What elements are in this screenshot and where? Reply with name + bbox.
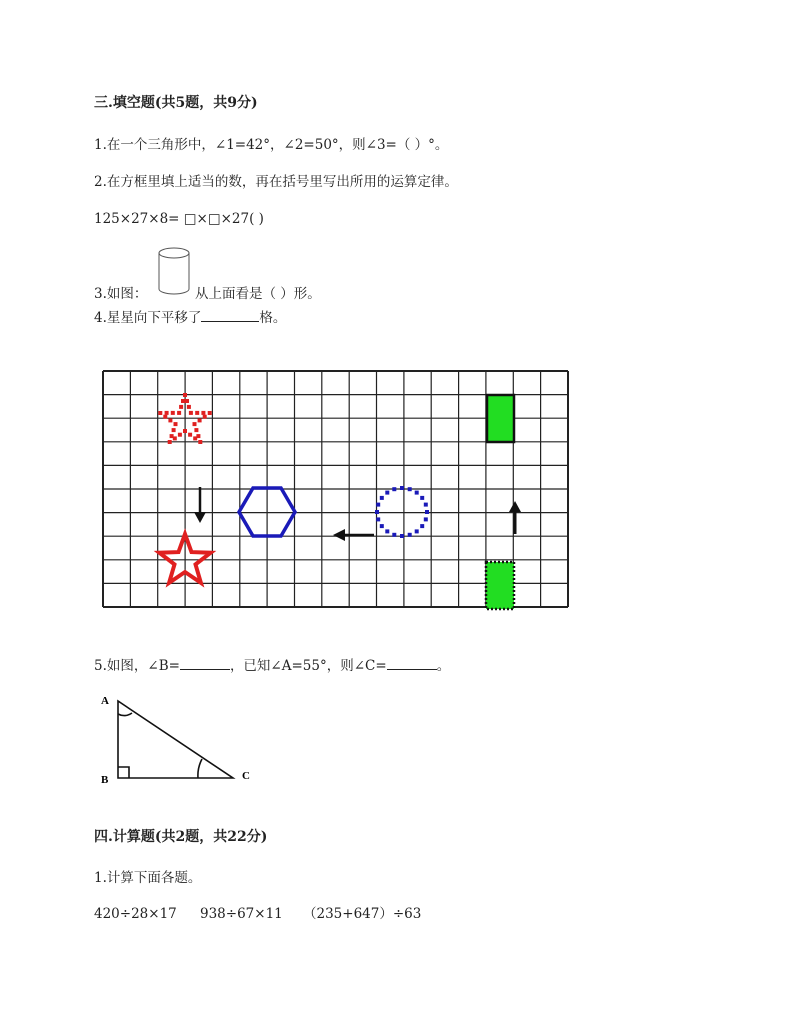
star-dot <box>185 399 189 403</box>
circle-dot <box>424 503 428 507</box>
expression-2: 938÷67×11 <box>200 906 283 922</box>
star-dot <box>178 433 182 437</box>
question-2: 2.在方框里填上适当的数，再在括号里写出所用的运算定律。 <box>94 174 458 190</box>
question-5-part3: 。 <box>436 658 451 674</box>
star-dot <box>198 440 202 444</box>
star-dot <box>168 440 172 444</box>
star-dot <box>165 411 169 415</box>
angle-b-blank[interactable] <box>180 655 230 670</box>
star-dot <box>183 393 187 397</box>
star-dot <box>179 405 183 409</box>
star-dot <box>203 415 207 419</box>
star-dot <box>194 428 198 432</box>
vertex-label-c: C <box>242 770 250 782</box>
star-dot <box>172 428 176 432</box>
section3-heading: 三.填空题(共5题，共9分) <box>94 95 258 111</box>
question-5-part2: ，已知∠A=55°，则∠C= <box>229 658 387 674</box>
vertex-label-a: A <box>101 695 109 707</box>
circle-dot <box>385 529 389 533</box>
circle-dot <box>385 491 389 495</box>
circle-dot <box>408 487 412 491</box>
star-dot <box>174 422 178 426</box>
question-3-suffix: 从上面看是（ ）形。 <box>195 286 321 302</box>
dotted-rectangle-icon <box>486 562 514 609</box>
question-4-suffix: 格。 <box>259 310 287 326</box>
circle-dot <box>392 487 396 491</box>
question-2-expression: 125×27×8= □×□×27( ) <box>94 211 264 227</box>
circle-dot <box>380 524 384 528</box>
solid-rectangle-icon <box>487 395 514 442</box>
circle-dot <box>375 510 379 514</box>
star-dot <box>198 418 202 422</box>
question-4-prefix: 4.星星向下平移了 <box>94 310 202 326</box>
circle-dot <box>424 517 428 521</box>
left-arrow-icon <box>333 529 374 541</box>
star-dot <box>188 433 192 437</box>
circle-dot <box>400 486 404 490</box>
circle-dot <box>415 529 419 533</box>
star-dot <box>163 415 167 419</box>
vertex-label-b: B <box>101 774 109 786</box>
circle-dot <box>376 503 380 507</box>
circle-dot <box>376 517 380 521</box>
star-dot <box>158 411 162 415</box>
star-dot <box>168 418 172 422</box>
circle-dot <box>420 524 424 528</box>
section4-question-1: 1.计算下面各题。 <box>94 870 202 886</box>
circle-dot <box>400 534 404 538</box>
question-5-part1: 5.如图，∠B= <box>94 658 180 674</box>
down-arrow-icon <box>194 487 206 523</box>
star-dot <box>181 399 185 403</box>
star-dot <box>208 411 212 415</box>
circle-dot <box>425 510 429 514</box>
star-dot <box>171 411 175 415</box>
star-dot <box>193 422 197 426</box>
question-5 <box>94 655 450 675</box>
circle-dot <box>392 533 396 537</box>
question-3-prefix: 3.如图： <box>94 286 148 302</box>
star-dot <box>193 436 197 440</box>
circle-dot <box>415 491 419 495</box>
star-dot <box>189 411 193 415</box>
angle-c-blank[interactable] <box>387 655 437 670</box>
star-dot <box>187 405 191 409</box>
star-dot <box>177 411 181 415</box>
star-dot <box>201 411 205 415</box>
expression-1: 420÷28×17 <box>94 906 177 922</box>
section4-heading: 四.计算题(共2题，共22分) <box>94 829 268 845</box>
star-dot <box>170 434 174 438</box>
circle-dot <box>380 496 384 500</box>
question-1: 1.在一个三角形中，∠1=42°，∠2=50°，则∠3=（ ）°。 <box>94 137 449 153</box>
star-dot <box>195 411 199 415</box>
star-dot <box>183 429 187 433</box>
up-arrow-icon <box>509 501 521 534</box>
expression-3: （235+647）÷63 <box>303 906 422 922</box>
circle-dot <box>408 533 412 537</box>
circle-dot <box>420 496 424 500</box>
